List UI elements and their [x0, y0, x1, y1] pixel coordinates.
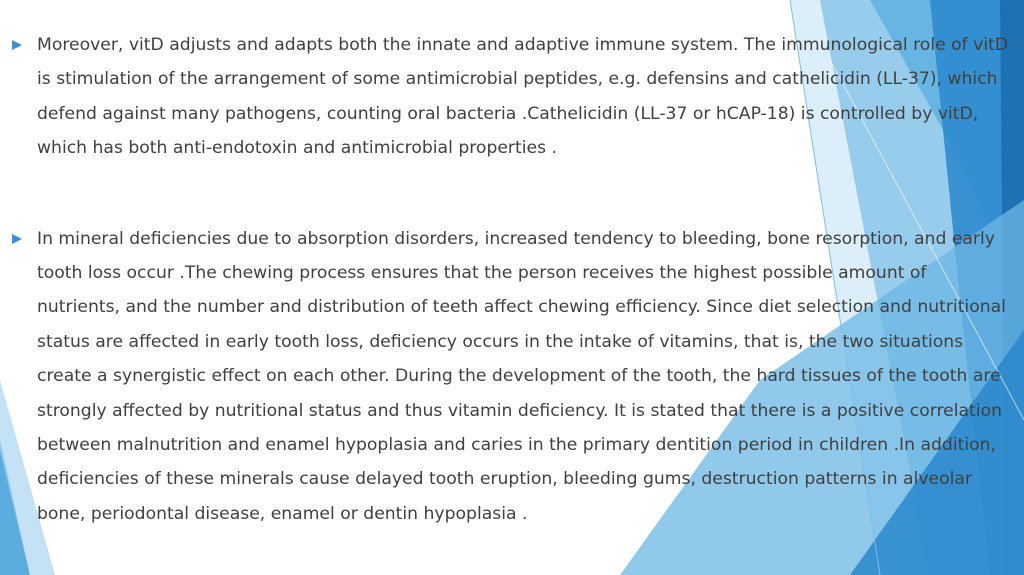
bullet-text-2: In mineral deficiencies due to absorption disorders, increased tendency to bleeding, bone resorption, and early tooth loss occur .The chewing process ensures that the person receives the highest possible amount of nutrients, and the number and distribution of teeth affect chewing efficiency. Since diet selection and nutritional status are affected in early tooth loss, deficiency occurs in the intake of vitamins, that is, the two situations create a synergistic effect on each other. During the development of the tooth, the hard tissues of the tooth are strongly affected by nutritional status and thus vitamin deficiency. It is stated that there is a positive correlation between malnutrition and enamel hypoplasia and caries in the primary dentition period in children .In addition, deficiencies of these minerals cause delayed tooth eruption, bleeding gums, destruction patterns in alveolar bone, periodontal disease, enamel or dentin hypoplasia .: [37, 228, 1006, 524]
bullet-item-1: [12, 28, 1012, 166]
bullet-item-2: [12, 222, 1012, 532]
slide-content: [12, 28, 1012, 531]
bullet-text-1: Moreover, vitD adjusts and adapts both the innate and adaptive immune system. The immunological role of vitD is stimulation of the arrangement of some antimicrobial peptides, e.g. defensins and cathelicidin (LL-37), which defend against many pathogens, counting oral bacteria .Cathelicidin (LL-37 or hCAP-18) is controlled by vitD, which has both anti-endotoxin and antimicrobial properties .: [37, 35, 1009, 159]
triangle-bullet-icon: [12, 234, 22, 244]
triangle-bullet-icon: [12, 40, 22, 50]
